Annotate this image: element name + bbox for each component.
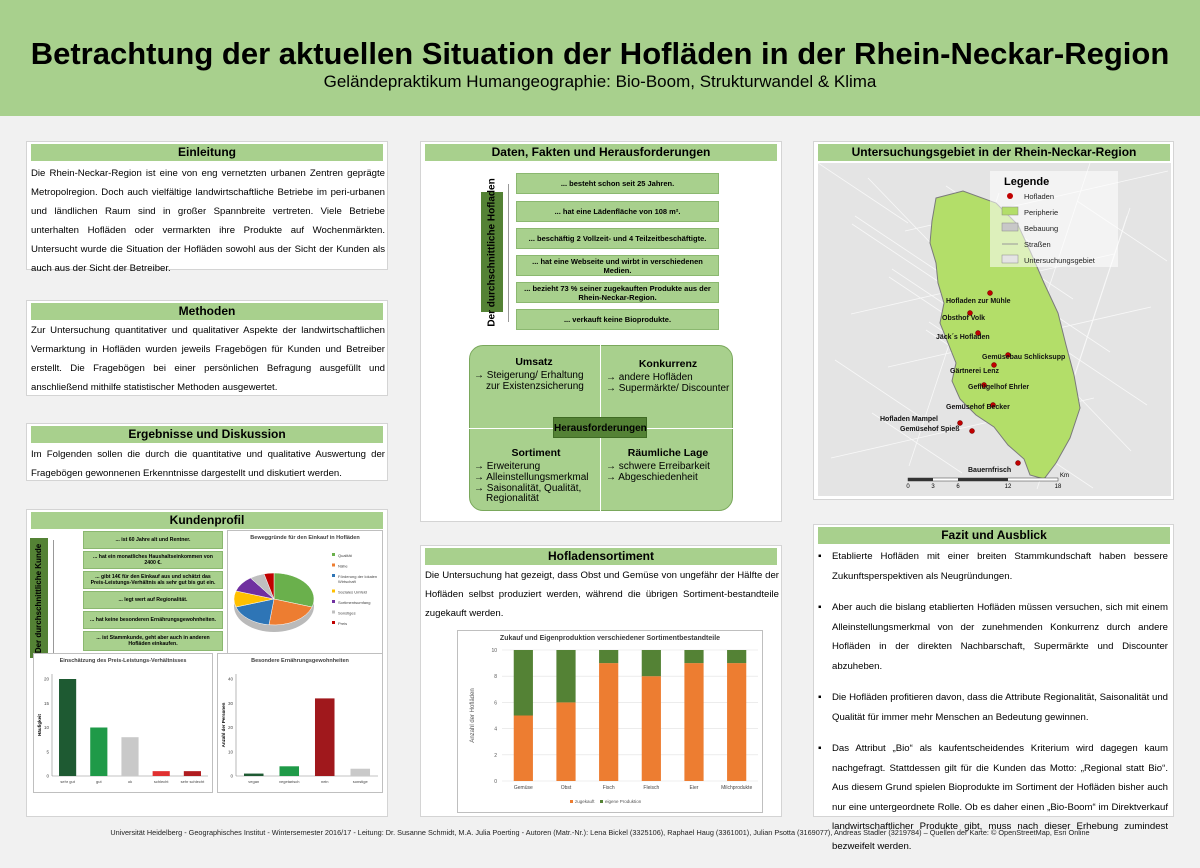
pie-legend-swatch — [332, 621, 335, 624]
konkurrenz-line: → Supermärkte/ Discounter — [606, 383, 730, 394]
bar-y-tick: 30 — [227, 700, 233, 706]
pie-title: Beweggründe für den Einkauf in Hofläden — [250, 535, 360, 541]
sortiment-line: → Erweiterung — [474, 461, 541, 472]
hofladen-marker — [992, 363, 997, 368]
fazit-item: ▪ Aber auch die bislang etablierten Hofläden müssen versuchen, sich mit einem Alleinstellungsmerkmal von der zunehmenden Konkurrenz durch andere Hofläden in der direkten Nachbarschaft, Supermärkte und Discounter abzuheben. — [818, 598, 1168, 676]
fazit-item: ▪ Das Attribut „Bio“ als kaufentscheidendes Kriterium wird dagegen kaum nachgefragt. Stattdessen gilt für die Kunden das Motto: „Regional statt Bio“. Aus diesem Grund spielen Bioprodukte im Sortiment der Hofläden bisher auch nur eine untergeordnete Rolle. Ob es daher einen „Bio-Boom“ im Direktverkauf landwirtschaftlicher Produkte gibt, muss nach dieser Erhebung zumindest bezweifelt werden. — [818, 739, 1168, 856]
hofladensortiment-heading: Hofladensortiment — [425, 548, 777, 565]
stack-y-tick: 4 — [494, 726, 497, 733]
scale-tick: 18 — [1054, 484, 1062, 490]
stack-y-tick: 2 — [494, 752, 497, 759]
lage-line: → Abgeschiedenheit — [606, 472, 698, 483]
map-svg — [818, 163, 1171, 496]
stack-bar-zugekauft — [727, 663, 746, 781]
bar-x-tick: vegetarisch — [279, 779, 300, 784]
hofladen-label: Bauernfrisch — [968, 467, 1012, 474]
stack-bar-zugekauft — [599, 663, 618, 781]
map-legend-symbol — [1002, 255, 1018, 263]
scale-tick: 12 — [1004, 484, 1012, 490]
bar — [315, 698, 335, 776]
fazit-item: ▪ Etablierte Hofläden mit einer breiten Stammkundschaft haben bessere Zukunftsperspektiven als Neugründungen. — [818, 547, 1168, 586]
bar-x-tick: sehr schlecht — [180, 779, 205, 784]
stack-bar-zugekauft — [514, 716, 533, 782]
hofladen-fact: ... beschäftig 2 Vollzeit- und 4 Teilzeitbeschäftigte. — [516, 228, 719, 249]
stack-x-tick: Gemüse — [513, 785, 533, 791]
bar2-title: Besondere Ernährungsgewohnheiten — [251, 658, 349, 664]
bar-x-tick: gut — [96, 779, 102, 784]
kunde-fact: ... hat keine besonderen Ernährungsgewohnheiten. — [83, 611, 223, 629]
hofladen-label: Geflügelhof Ehrler — [968, 384, 1030, 391]
stack-x-tick: Fisch — [602, 785, 615, 791]
stack-x-tick: Obst — [560, 785, 572, 791]
pie-legend-swatch — [332, 564, 335, 567]
stack-bar-eigene — [642, 650, 661, 676]
stack-x-tick: Fleisch — [643, 785, 660, 791]
daten-bracket — [508, 184, 516, 322]
bar — [244, 774, 264, 776]
pie-legend-swatch — [332, 553, 335, 556]
fazit-list — [818, 547, 1168, 868]
scale-tick: 6 — [956, 484, 960, 490]
bar-y-tick: 5 — [46, 749, 49, 755]
stack-bar-zugekauft — [684, 663, 703, 781]
bar-y-tick: 40 — [227, 676, 233, 682]
daten-heading: Daten, Fakten und Herausforderungen — [425, 144, 777, 161]
sortiment-title: Sortiment — [511, 447, 561, 459]
hofladen-side-label: Der durchschnittliche Hofladen — [481, 192, 503, 312]
kundenprofil-bracket — [53, 540, 83, 655]
hofladen-label: Gemüsehof Becker — [946, 404, 1010, 411]
kunde-fact: ... legt wert auf Regionalität. — [83, 591, 223, 609]
einleitung-heading: Einleitung — [31, 144, 383, 161]
pie-legend-label: Nähe — [338, 563, 348, 569]
methoden-text: Zur Untersuchung quantitativer und qualitativer Aspekte der landwirtschaftlichen Vermarktung in Hofläden wurden jeweils Fragebögen für Kunden und Betreiber erstellt. Die Fragebögen bei einer persönlichen Befragung ausgefüllt und anschließend mithilfe statistischer Methoden ausgewertet. — [31, 325, 385, 393]
stack-bar-eigene — [727, 650, 746, 663]
hofladen-marker — [988, 291, 993, 296]
hofladen-fact: ... verkauft keine Bioprodukte. — [516, 309, 719, 330]
stacked-bar-chart — [457, 630, 763, 813]
scale-tick: 3 — [931, 484, 935, 490]
bar-x-tick: sonstige — [352, 779, 368, 784]
bar1-svg — [34, 654, 214, 794]
bar-y-tick: 10 — [227, 749, 233, 755]
bar — [59, 679, 76, 776]
konkurrenz-line: → andere Hofläden — [606, 372, 693, 383]
bar-y-tick: 15 — [43, 700, 49, 706]
pie-legend-label: Sortimentsumfang — [338, 600, 371, 605]
bar-x-tick: ok — [127, 779, 133, 784]
umsatz-title: Umsatz — [515, 356, 553, 368]
bar-y-label: Häufigkeit — [37, 714, 42, 736]
konkurrenz-title: Konkurrenz — [638, 358, 698, 370]
stack-x-tick: Eier — [689, 785, 699, 791]
ergebnisse-heading: Ergebnisse und Diskussion — [31, 426, 383, 443]
hofladen-label: Gemüsebau Schlicksupp — [982, 354, 1066, 361]
stack-x-tick: Milchprodukte — [721, 785, 753, 791]
bar-chart-ernaehrung — [217, 653, 383, 793]
bar1-title: Einschätzung des Preis-Leistungs-Verhältnisses — [59, 658, 187, 664]
kundenprofil-side-label: Der durchschnittliche Kunde — [30, 538, 48, 658]
stack-bar-eigene — [556, 650, 575, 702]
bar-x-tick: sehr gut — [60, 779, 75, 784]
map-box — [813, 141, 1174, 500]
hofladensortiment-text: Die Untersuchung hat gezeigt, dass Obst und Gemüse von ungefähr der Hälfte der Hofläden selbst produziert werden, während die übrigen Sortiment-bestandteile zugekauft werden. — [425, 570, 779, 619]
hofladen-marker — [1016, 461, 1021, 466]
hofladen-fact: ... hat eine Webseite und wirbt in verschiedenen Medien. — [516, 255, 719, 276]
stack-legend-swatch — [600, 800, 603, 803]
stack-legend-swatch — [570, 800, 573, 803]
lage-title: Räumliche Lage — [627, 447, 709, 459]
umsatz-quadrant — [474, 356, 594, 392]
stack-bar-eigene — [599, 650, 618, 663]
scale-tick: 0 — [906, 484, 910, 490]
hofladen-label: Gärtnerei Lenz — [950, 368, 1000, 375]
sortiment-line: → Alleinstellungsmerkmal — [474, 472, 589, 483]
fazit-heading: Fazit und Ausblick — [818, 527, 1170, 544]
kunde-fact: ... hat ein monatliches Haushaltseinkommen von 2400 €. — [83, 551, 223, 569]
scale-bar-segment — [958, 478, 1008, 481]
bar — [350, 769, 370, 776]
map-heading: Untersuchungsgebiet in der Rhein-Neckar-Region — [818, 144, 1170, 161]
pie-legend-label: Preis — [338, 621, 348, 626]
map-legend-symbol — [1002, 223, 1018, 231]
fazit-item: ▪ Die Hofläden profitieren davon, dass die Attribute Regionalität, Saisonalität und Qualität für immer mehr Menschen an Bedeutung gewinnen. — [818, 688, 1168, 727]
stack-y-tick: 0 — [494, 779, 497, 785]
hofladen-fact: ... hat eine Lädenfläche von 108 m². — [516, 201, 719, 222]
bar — [153, 771, 170, 776]
einleitung-box — [26, 141, 388, 274]
bar2-svg — [218, 654, 384, 794]
kundenprofil-box — [26, 509, 388, 817]
hofladen-label: Obsthof Volk — [942, 315, 986, 322]
page-subtitle: Geländepraktikum Humangeographie: Bio-Boom, Strukturwandel & Klima — [323, 72, 877, 91]
fazit-box — [813, 524, 1174, 852]
pie-chart — [227, 530, 383, 656]
einleitung-text: Die Rhein-Neckar-Region ist eine von eng vernetzten urbanen Zentren geprägte Metropolregion. Doch auch vielfältige landwirtschaftliche Betriebe im peri-urbanen und ländlichen Raum sind in großer Spannbreite vertreten. Viele Betriebe unterhalten Hofläden oder vermarkten ihre Produkte auf Wochenmärkten. Untersucht wurde die Situation der Hofläden sowohl aus der Sicht der Kunden als auch aus der Sicht der Betreiber. — [31, 168, 385, 274]
pie-legend-swatch — [332, 600, 335, 603]
hofladen-fact: ... bezieht 73 % seiner zugekauften Produkte aus der Rhein-Neckar-Region. — [516, 282, 719, 303]
bar-y-tick: 20 — [43, 676, 49, 682]
map-legend-label: Hofladen — [1024, 192, 1055, 201]
stack-title: Zukauf und Eigenproduktion verschiedener Sortimentbestandteile — [499, 635, 721, 642]
page-title: Betrachtung der aktuellen Situation der Hofläden in der Rhein-Neckar-Region — [30, 36, 1170, 71]
ergebnisse-box — [26, 423, 388, 481]
bar-y-tick: 0 — [230, 773, 233, 779]
hofladen-label: Hofladen Mampel — [880, 416, 938, 423]
lage-quadrant — [606, 447, 730, 483]
hofladen-label: Gemüsehof Spieß — [900, 426, 960, 433]
map-legend-title: Legende — [1004, 176, 1050, 188]
pie-legend-swatch — [332, 590, 335, 593]
pie-svg — [228, 531, 384, 657]
map-legend-symbol — [1007, 193, 1013, 199]
bar-y-tick: 10 — [43, 725, 49, 730]
kunde-fact: ... ist 60 Jahre alt und Rentner. — [83, 531, 223, 549]
stack-legend-label: zugekauft — [575, 799, 595, 804]
sortiment-quadrant — [474, 447, 598, 503]
pie-legend-label: Qualität — [338, 553, 352, 558]
bar — [279, 766, 299, 776]
pie-legend-swatch — [332, 611, 335, 614]
bar — [90, 728, 107, 777]
bar — [121, 737, 138, 776]
umsatz-line: → Steigerung/ Erhaltung — [474, 370, 584, 381]
map-legend-label: Peripherie — [1024, 208, 1059, 217]
scale-unit: Km — [1060, 473, 1069, 479]
hofladen-fact: ... besteht schon seit 25 Jahren. — [516, 173, 719, 194]
herausforderungen-center: Herausforderungen — [553, 417, 647, 438]
bar-x-tick: schlecht — [153, 779, 169, 784]
stack-svg — [458, 631, 764, 814]
bar-x-tick: nein — [320, 779, 329, 784]
pie-legend-swatch — [332, 574, 335, 577]
stack-y-tick: 6 — [494, 700, 497, 707]
map-legend-label: Straßen — [1024, 240, 1051, 249]
konkurrenz-quadrant — [606, 358, 730, 394]
bar-y-tick: 20 — [227, 725, 233, 730]
bar-y-tick: 0 — [46, 773, 49, 779]
hofladensortiment-box — [420, 545, 782, 817]
pie-legend-label: Wirtschaft — [338, 579, 356, 584]
ergebnisse-text: Im Folgenden sollen die durch die quantitative und qualitative Auswertung der Fragebögen gewonnenen Erkenntnisse dargestellt und diskutiert werden. — [31, 449, 385, 479]
kunde-fact: ... gibt 14€ für den Einkauf aus und schätzt das Preis-Leistungs-Verhältnis als sehr gut bis gut ein. — [83, 571, 223, 589]
sortiment-line: → Saisonalität, Qualität, — [474, 483, 582, 494]
bar-y-label: Anzahl der Personen — [221, 702, 226, 748]
stack-y-label: Anzahl der Hofläden — [470, 688, 476, 743]
stack-legend-label: eigene Produktion — [605, 799, 642, 804]
footer: Universität Heidelberg - Geographisches Institut - Wintersemester 2016/17 - Leitung: Dr. Susanne Schmidt, M.A. Julia Poerting - Autoren (Matr.-Nr.): Lena Bickel (3325106), Raphael Haug (3361001), Julian Psotta (3169077), Andreas Stadler (3219784) – Quellen der Karte: © OpenStreetMap, Esri Online — [110, 828, 1090, 837]
hofladen-marker — [958, 421, 963, 426]
bar-chart-preis — [33, 653, 213, 793]
scale-bar-segment — [908, 478, 933, 481]
sortiment-line: Regionalität — [486, 493, 539, 504]
pie-legend-label: Förderung der lokalen — [338, 574, 378, 579]
umsatz-line: zur Existenzsicherung — [486, 381, 584, 392]
stack-bar-eigene — [684, 650, 703, 663]
stack-bar-zugekauft — [556, 702, 575, 781]
stack-y-tick: 10 — [491, 648, 497, 654]
lage-line: → schwere Erreibarkeit — [606, 461, 710, 472]
hofladen-label: Hofladen zur Mühle — [946, 298, 1011, 305]
stack-bar-eigene — [514, 650, 533, 716]
map-legend-label: Untersuchungsgebiet — [1024, 256, 1095, 265]
kundenprofil-heading: Kundenprofil — [31, 512, 383, 529]
hofladen-label: Jäck´s Hofladen — [936, 334, 990, 341]
map-legend-symbol — [1002, 207, 1018, 215]
stack-y-tick: 8 — [494, 674, 497, 681]
methoden-heading: Methoden — [31, 303, 383, 320]
bar — [184, 771, 201, 776]
stack-bar-zugekauft — [642, 676, 661, 781]
kunde-fact: ... ist Stammkunde, geht aber auch in anderen Hofläden einkaufen. — [83, 631, 223, 651]
bar-x-tick: vegan — [248, 779, 260, 784]
hofladen-marker — [970, 429, 975, 434]
map-legend-label: Bebauung — [1024, 224, 1059, 233]
methoden-box — [26, 300, 388, 396]
pie-legend-label: Sonstiges — [338, 610, 356, 616]
pie-legend-label: Soziales Umfeld — [338, 589, 367, 595]
